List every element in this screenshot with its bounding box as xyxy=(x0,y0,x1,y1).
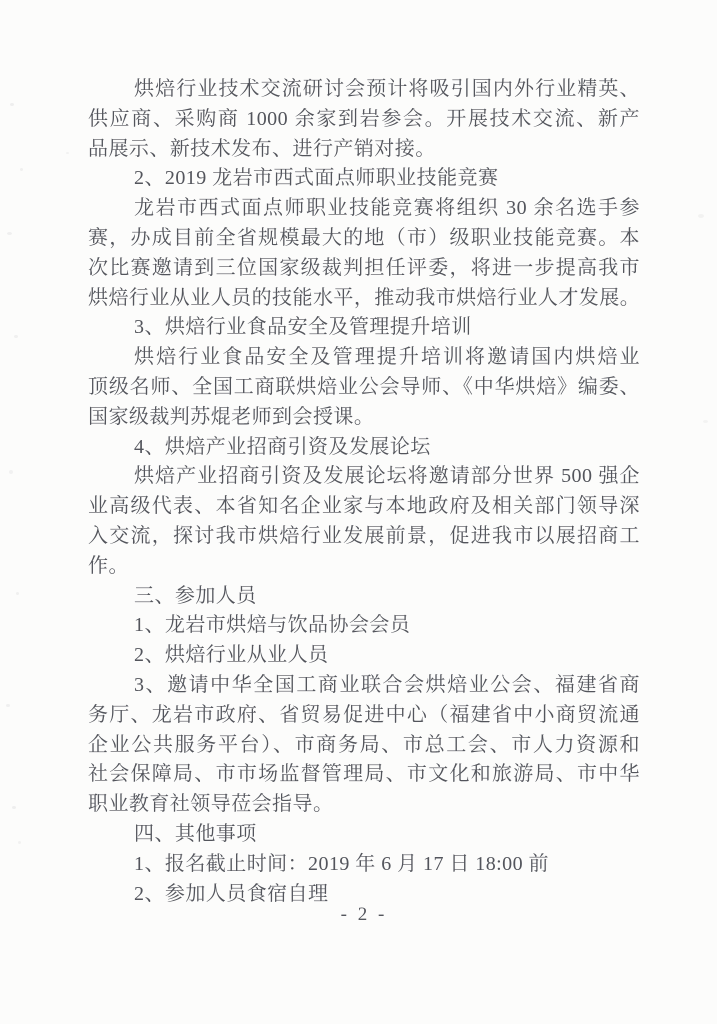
section-heading-other-items: 四、其他事项 xyxy=(134,822,257,845)
heading-training: 3、烘焙行业食品安全及管理提升培训 xyxy=(134,316,472,339)
scan-speckle xyxy=(698,214,704,218)
list-item-accommodation: 2、参加人员食宿自理 xyxy=(134,882,329,905)
paragraph-competition-line: 次比赛邀请到三位国家级裁判担任评委，将进一步提高我市 xyxy=(88,256,640,279)
list-item-registration-deadline: 1、报名截止时间：2019 年 6 月 17 日 18:00 前 xyxy=(134,852,549,875)
document-body-text xyxy=(88,75,640,909)
scan-speckle xyxy=(6,704,10,707)
paragraph-training-line: 烘焙行业食品安全及管理提升培训将邀请国内烘焙业 xyxy=(134,346,640,369)
section-heading-participants: 三、参加人员 xyxy=(134,584,257,607)
paragraph-competition-line: 赛，办成目前全省规模最大的地（市）级职业技能竞赛。本 xyxy=(88,226,640,249)
paragraph-training-line: 国家级裁判苏焜老师到会授课。 xyxy=(88,405,375,428)
paragraph-forum-line: 烘焙产业招商引资及发展论坛将邀请部分世界 500 强企 xyxy=(134,465,640,488)
scan-speckle xyxy=(703,420,708,423)
list-item-industry-practitioners: 2、烘焙行业从业人员 xyxy=(134,644,329,667)
paragraph-forum-line: 入交流，探讨我市烘焙行业发展前景，促进我市以展招商工 xyxy=(88,524,640,547)
list-item-invited-guests-line: 3、邀请中华全国工商业联合会烘焙业公会、福建省商 xyxy=(134,673,640,696)
list-item-invited-guests-line: 社会保障局、市市场监督管理局、市文化和旅游局、市中华 xyxy=(88,763,640,786)
paragraph-overview-line: 烘焙行业技术交流研讨会预计将吸引国内外行业精英、 xyxy=(134,78,640,100)
scan-speckle xyxy=(18,841,21,844)
heading-forum: 4、烘焙产业招商引资及发展论坛 xyxy=(134,435,431,458)
scan-speckle xyxy=(7,232,12,235)
paragraph-overview-line: 品展示、新技术发布、进行产销对接。 xyxy=(88,137,436,160)
paragraph-overview-line: 供应商、采购商 1000 余家到岩参会。开展技术交流、新产 xyxy=(88,107,640,130)
scan-speckle xyxy=(9,470,13,474)
scan-speckle xyxy=(10,103,14,106)
paragraph-training-line: 顶级名师、全国工商联烘焙业公会导师、《中华烘焙》编委、 xyxy=(88,375,640,398)
paragraph-competition-line: 龙岩市西式面点师职业技能竞赛将组织 30 余名选手参 xyxy=(134,197,640,220)
list-item-invited-guests-line: 企业公共服务平台）、市商务局、市总工会、市人力资源和 xyxy=(88,733,640,756)
heading-competition: 2、2019 龙岩市西式面点师职业技能竞赛 xyxy=(134,167,499,190)
scan-speckle xyxy=(14,335,18,338)
scan-speckle xyxy=(20,168,23,171)
scan-speckle xyxy=(16,592,19,595)
scan-speckle xyxy=(66,152,69,154)
list-item-invited-guests-line: 职业教育社领导莅会指导。 xyxy=(88,793,334,816)
scan-speckle xyxy=(12,806,16,809)
list-item-association-members: 1、龙岩市烘焙与饮品协会会员 xyxy=(134,614,411,637)
page-number: - 2 - xyxy=(340,904,388,925)
paragraph-forum-line: 作。 xyxy=(88,554,129,577)
paragraph-forum-line: 业高级代表、本省知名企业家与本地政府及相关部门领导深 xyxy=(88,495,640,518)
paragraph-competition-line: 烘焙行业从业人员的技能水平，推动我市烘焙行业人才发展。 xyxy=(88,286,641,309)
list-item-invited-guests-line: 务厅、龙岩市政府、省贸易促进中心（福建省中小商贸流通 xyxy=(88,703,640,726)
